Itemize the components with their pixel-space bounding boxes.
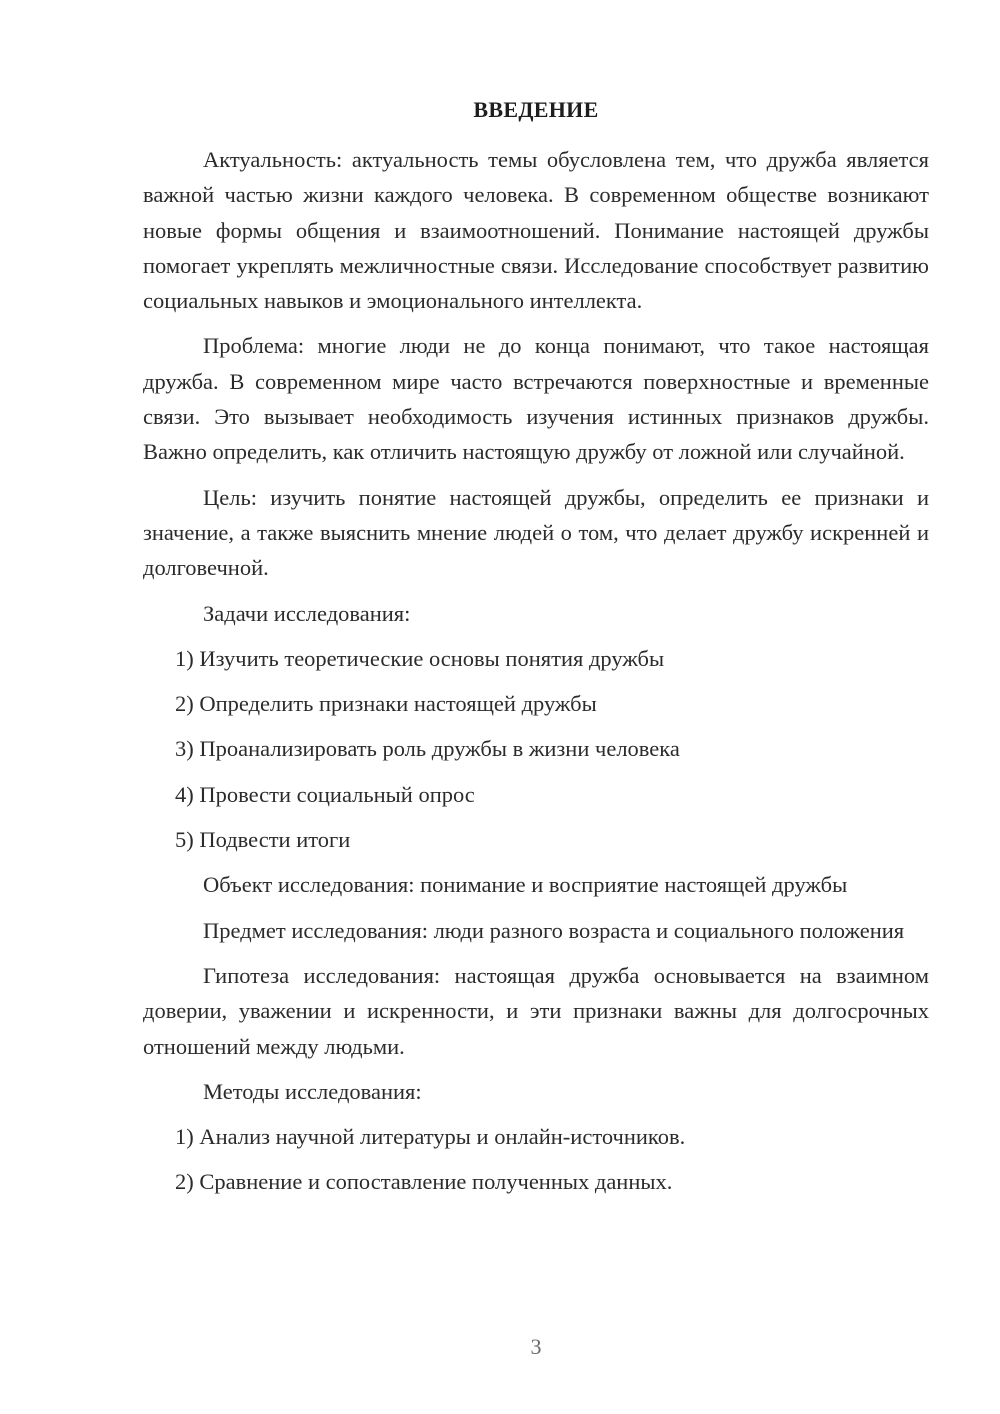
object-paragraph: Объект исследования: понимание и восприятие настоящей дружбы [203,872,848,898]
methods-list [143,1119,929,1200]
section-heading: ВВЕДЕНИЕ [473,97,599,122]
page-number: 3 [530,1334,542,1359]
tasks-title: Задачи исследования: [203,600,411,626]
task-item: 3) Проанализировать роль дружбы в жизни человека [175,736,680,762]
method-item: 2) Сравнение и сопоставление полученных данных. [175,1169,673,1195]
subject-paragraph: Предмет исследования: люди разного возраста и социального положения [203,917,905,943]
tasks-list [143,641,929,857]
task-item: 4) Провести социальный опрос [175,781,475,807]
document-body [143,142,929,1210]
goal-paragraph: Цель: изучить понятие настоящей дружбы, определить ее признаки и значение, а также выяснить мнение людей о том, что делает дружбу искренней и долговечной. [143,484,929,581]
problem-paragraph: Проблема: многие люди не до конца понимают, что такое настоящая дружба. В современном мире часто встречаются поверхностные и временные связи. Это вызывает необходимость изучения истинных признаков дружбы. Важно определить, как отличить настоящую дружбу от ложной или случайной. [143,333,929,465]
hypothesis-paragraph: Гипотеза исследования: настоящая дружба основывается на взаимном доверии, уважении и искренности, и эти признаки важны для долгосрочных отношений между людьми. [143,962,929,1059]
method-item: 1) Анализ научной литературы и онлайн-источников. [175,1124,686,1150]
methods-title: Методы исследования: [203,1078,422,1104]
relevance-paragraph: Актуальность: актуальность темы обусловлена тем, что дружба является важной частью жизни каждого человека. В современном обществе возникают новые формы общения и взаимоотношений. Понимание настоящей дружбы помогает укреплять межличностные связи. Исследование способствует развитию социальных навыков и эмоционального интеллекта. [143,147,929,314]
task-item: 1) Изучить теоретические основы понятия дружбы [175,645,665,671]
task-item: 2) Определить признаки настоящей дружбы [175,691,597,717]
task-item: 5) Подвести итоги [175,827,351,853]
